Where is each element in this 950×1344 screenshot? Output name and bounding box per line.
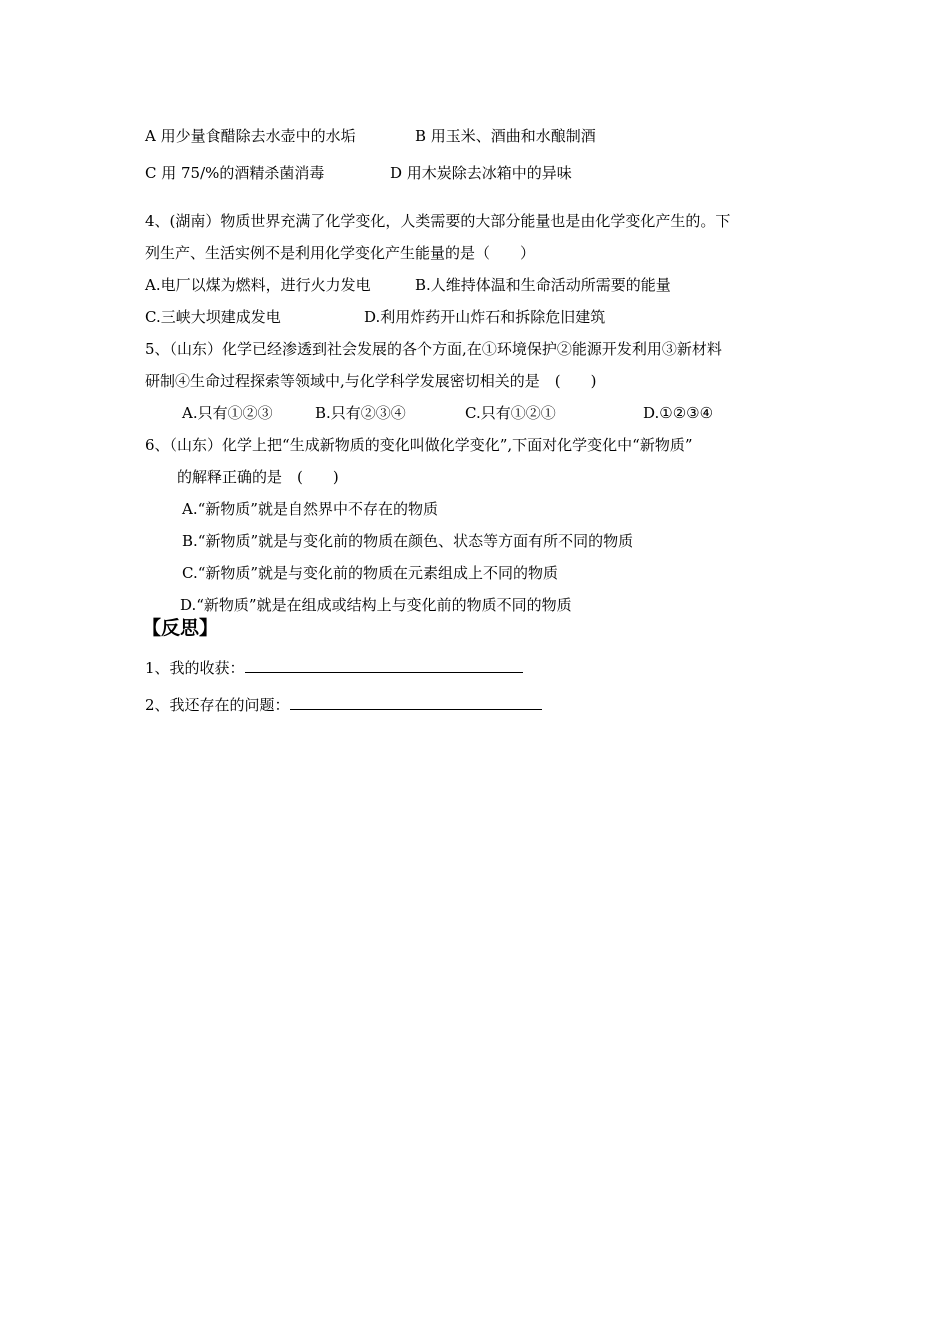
q6-stem-line-2: 的解释正确的是 ( ) — [177, 468, 339, 486]
reflection-item-2-label: 2、我还存在的问题： — [145, 696, 290, 714]
q4-option-d: D.利用炸药开山炸石和拆除危旧建筑 — [364, 308, 606, 326]
reflection-item-2 — [145, 694, 542, 715]
reflection-item-1-blank[interactable] — [245, 657, 523, 673]
q3-option-c: C 用 75/%的酒精杀菌消毒 — [145, 164, 325, 182]
q3-option-b: B 用玉米、酒曲和水酿制酒 — [415, 127, 596, 145]
q4-stem-line-2: 列生产、生活实例不是利用化学变化产生能量的是（ ） — [145, 244, 536, 262]
q5-option-d: D.①②③④ — [643, 404, 714, 422]
q4-stem-line-1: 4、(湖南）物质世界充满了化学变化，人类需要的大部分能量也是由化学变化产生的。下 — [145, 212, 731, 230]
reflection-item-1 — [145, 657, 523, 678]
q5-stem-line-1: 5、（山东）化学已经渗透到社会发展的各个方面,在①环境保护②能源开发利用③新材料 — [145, 340, 722, 358]
q6-option-d: D.“新物质”就是在组成或结构上与变化前的物质不同的物质 — [180, 596, 572, 614]
q6-option-c: C.“新物质”就是与变化前的物质在元素组成上不同的物质 — [182, 564, 559, 582]
q4-option-c: C.三峡大坝建成发电 — [145, 308, 281, 326]
q5-option-b: B.只有②③④ — [315, 404, 406, 422]
q4-option-row-2 — [145, 307, 745, 327]
reflection-heading: 【反思】 — [142, 617, 219, 639]
q4-option-a: A.电厂以煤为燃料，进行火力发电 — [145, 276, 371, 294]
q3-option-a: A 用少量食醋除去水壶中的水垢 — [145, 127, 356, 145]
q6-option-a: A.“新物质”就是自然界中不存在的物质 — [182, 500, 438, 518]
q5-option-row — [182, 403, 742, 423]
q5-option-c: C.只有①②① — [465, 404, 556, 422]
reflection-item-1-label: 1、我的收获： — [145, 659, 245, 677]
q6-option-b: B.“新物质”就是与变化前的物质在颜色、状态等方面有所不同的物质 — [182, 532, 634, 550]
reflection-item-2-blank[interactable] — [290, 694, 542, 710]
q5-option-a: A.只有①②③ — [182, 404, 273, 422]
q4-option-b: B.人维持体温和生命活动所需要的能量 — [415, 276, 671, 294]
q5-stem-line-2: 研制④生命过程探索等领域中,与化学科学发展密切相关的是 ( ) — [145, 372, 597, 390]
q6-stem-line-1: 6、（山东）化学上把“生成新物质的变化叫做化学变化”,下面对化学变化中“新物质” — [145, 436, 693, 454]
q3-option-row-1 — [145, 126, 745, 146]
q3-option-row-2 — [145, 163, 745, 183]
q3-option-d: D 用木炭除去冰箱中的异味 — [390, 164, 572, 182]
q4-option-row-1 — [145, 275, 745, 295]
